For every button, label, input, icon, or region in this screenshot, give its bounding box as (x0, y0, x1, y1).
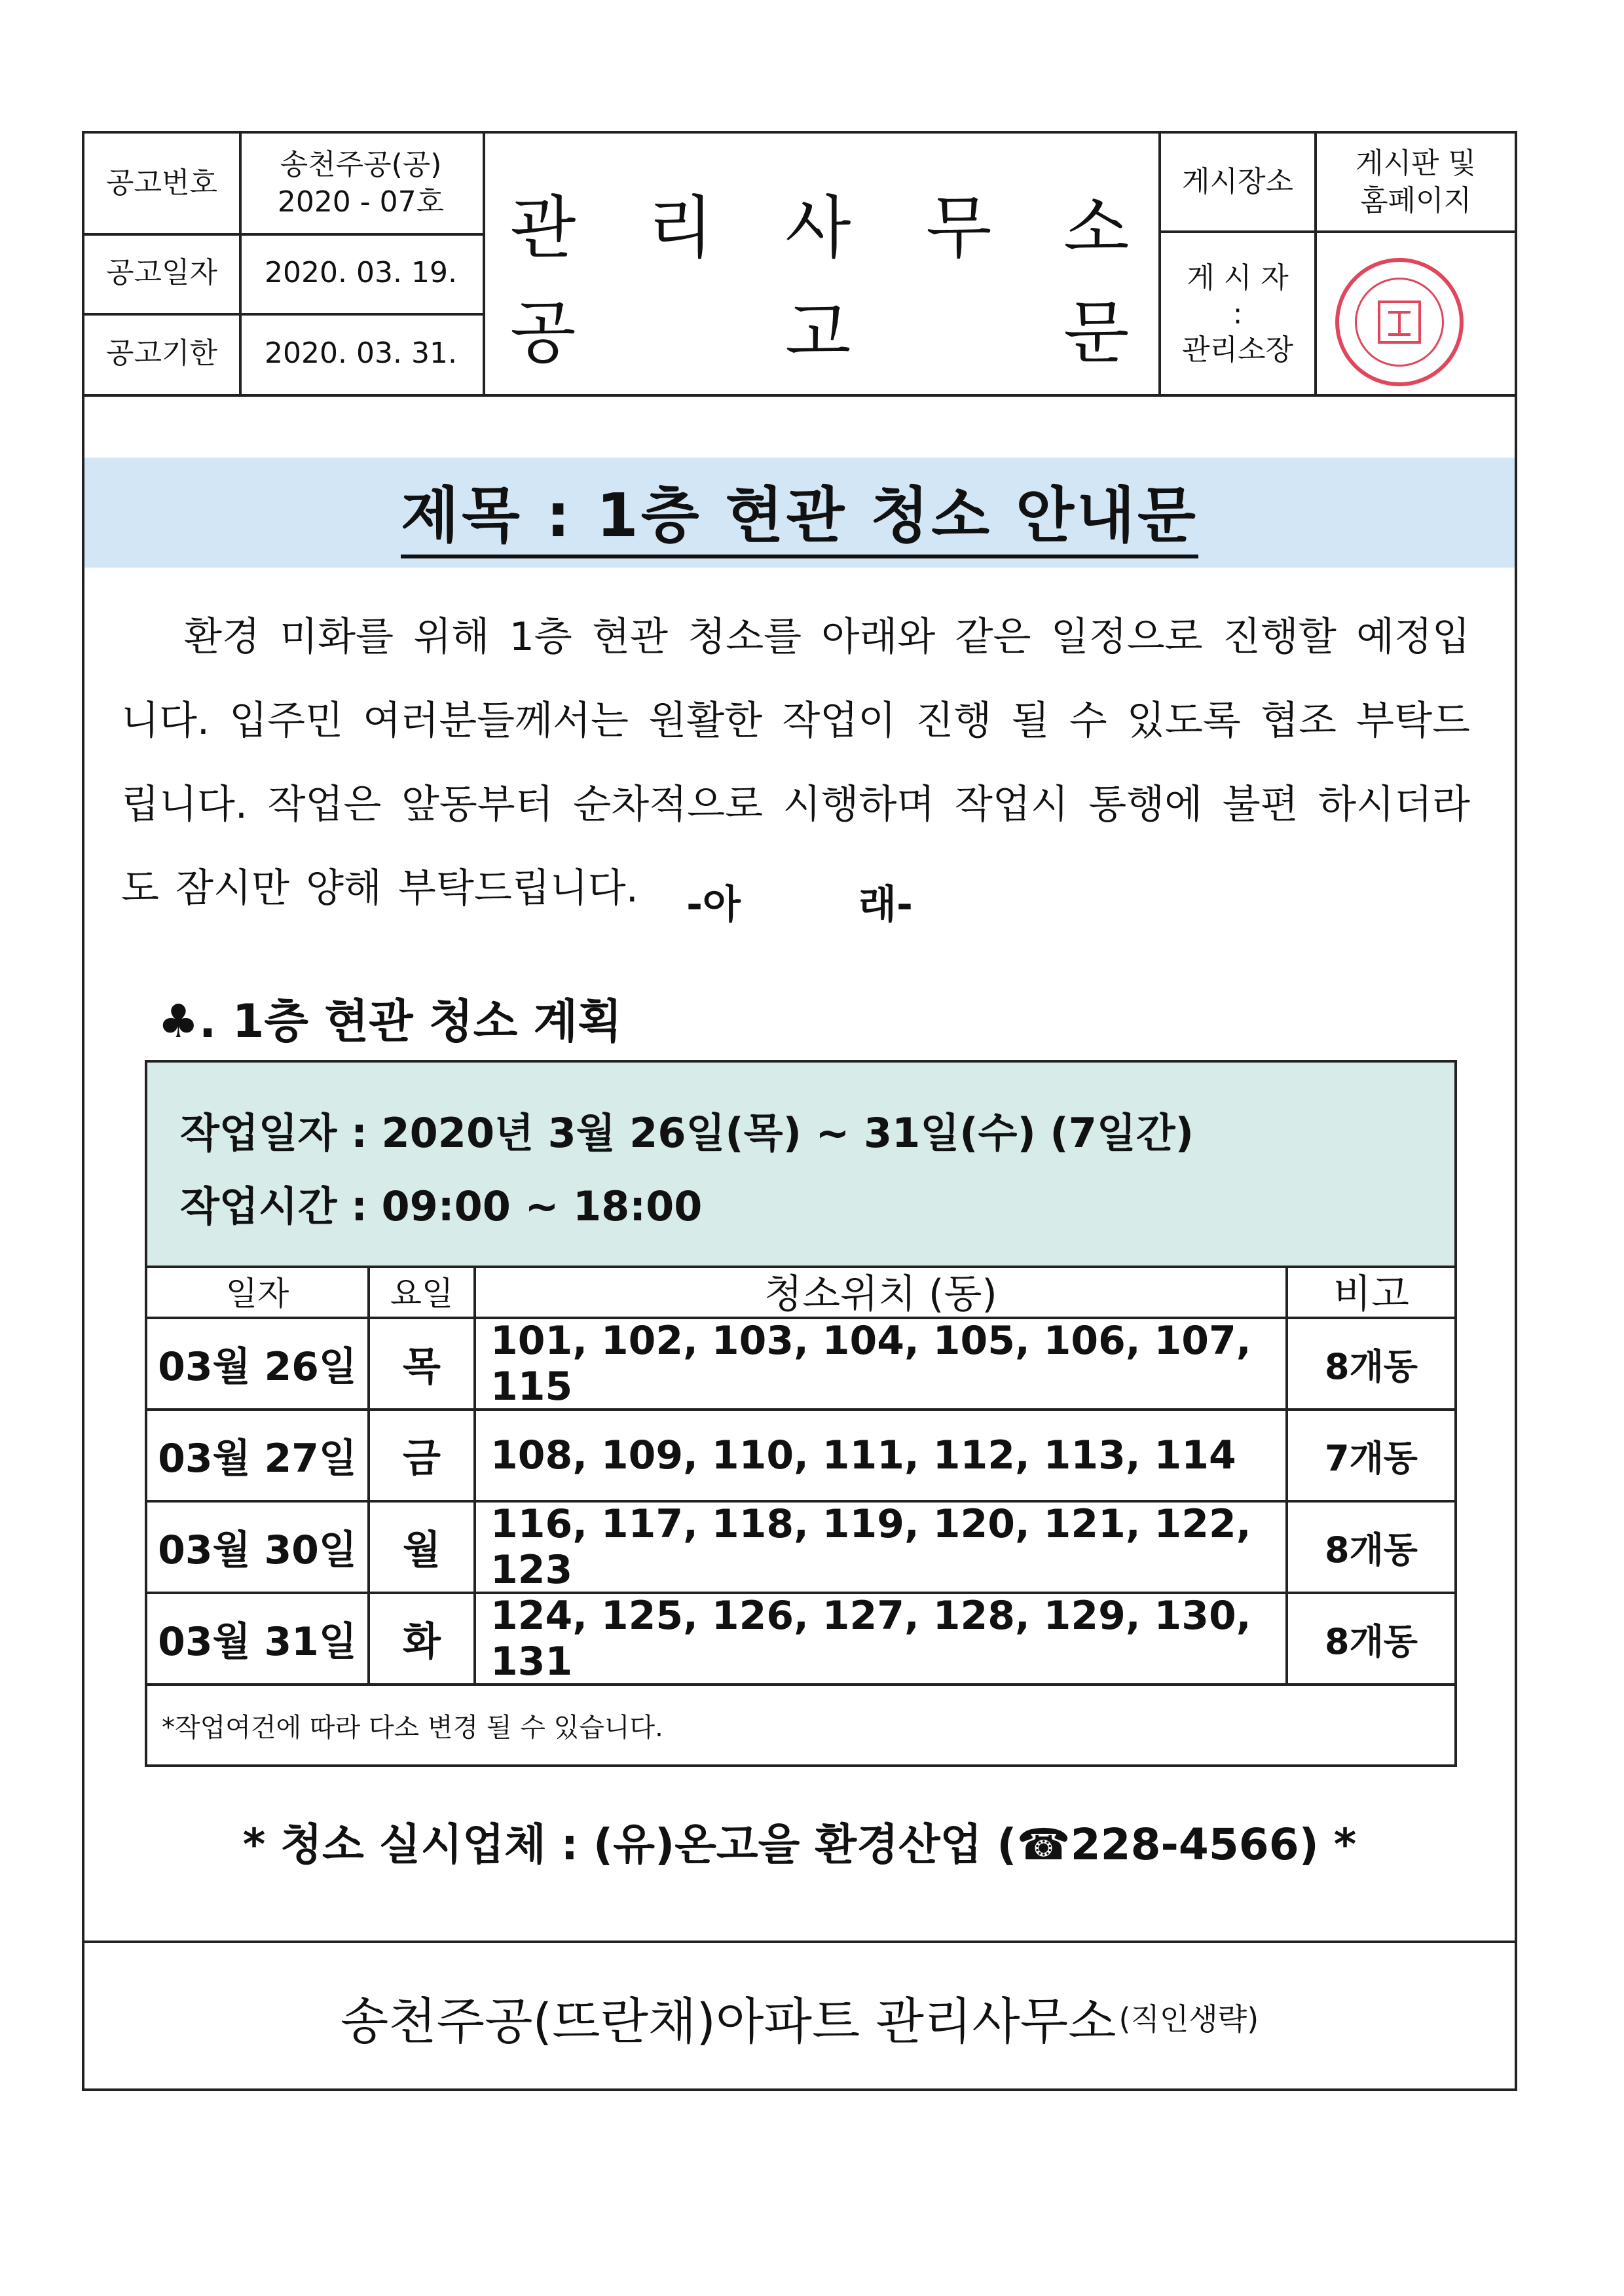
poster-label-line3: 관리소장 (1181, 333, 1293, 367)
contractor-line: * 청소 실시업체 : (유)온고을 환경산업 (☎228-4566) * (242, 1819, 1357, 1870)
table-row (147, 1594, 1454, 1686)
col-header-day: 요일 (367, 1266, 473, 1317)
poster-label-line2: : (1232, 297, 1243, 331)
notice-char: 고 (785, 293, 851, 373)
page-title-text: 제목 : 1층 현관 청소 안내문 (401, 481, 1198, 558)
post-place-label: 게시장소 (1181, 165, 1293, 199)
notice-period-value: 2020. 03. 31. (265, 337, 457, 371)
row-location: 108, 109, 110, 111, 112, 113, 114 (473, 1411, 1285, 1500)
row-date: 03월 30일 (158, 1527, 357, 1573)
post-place-value-line1: 게시판 및 (1355, 146, 1476, 180)
table-row (147, 1411, 1454, 1503)
notice-no-value-line1: 송천주공(공) (280, 147, 442, 181)
divider (84, 313, 485, 316)
table-row (147, 1319, 1454, 1411)
row-date: 03월 31일 (158, 1619, 357, 1665)
schedule-summary (147, 1063, 1454, 1268)
row-location: 124, 125, 126, 127, 128, 129, 130, 131 (473, 1594, 1285, 1683)
footer-office-name: 송천주공(뜨란채)아파트 관리사무소 (340, 1992, 1116, 2050)
col-header-location: 청소위치 (동) (473, 1266, 1285, 1317)
divider (483, 134, 485, 394)
row-note: 7개동 (1285, 1411, 1454, 1500)
page-title (84, 467, 1515, 554)
row-note: 8개동 (1285, 1503, 1454, 1592)
section-heading: ♣. 1층 현관 청소 계획 (158, 994, 622, 1048)
divider (84, 233, 485, 236)
post-place-value-line2: 홈페이지 (1359, 184, 1471, 217)
office-char: 소 (1063, 188, 1130, 268)
row-note: 8개동 (1285, 1594, 1454, 1683)
office-footer (84, 1941, 1515, 2091)
office-char: 사 (785, 188, 851, 268)
cleaning-schedule-table (145, 1060, 1457, 1767)
office-char: 관 (510, 188, 576, 268)
post-place-value (1317, 134, 1515, 230)
divider (239, 134, 242, 394)
body-text: 환경 미화를 위해 1층 현관 청소를 아래와 같은 일정으로 진행할 예정입니다. 입주민 여러분들께서는 원활한 작업이 진행 될 수 있도록 협조 부탁드립니다. 작업은 앞동부터 순차적으로 시행하며 작업시 통행에 불편 하시더라도 잠시만 양해 부탁드립니다. (121, 614, 1470, 911)
work-date: 작업일자 : 2020년 3월 26일(목) ~ 31일(수) (7일간) (180, 1109, 1194, 1157)
official-seal-stamp (1335, 258, 1464, 386)
row-day: 월 (367, 1503, 473, 1592)
row-date: 03월 27일 (158, 1436, 357, 1482)
table-row (147, 1503, 1454, 1594)
row-location: 116, 117, 118, 119, 120, 121, 122, 123 (473, 1503, 1285, 1592)
notice-sheet (82, 131, 1517, 2091)
row-day: 화 (367, 1594, 473, 1683)
col-header-note: 비고 (1285, 1266, 1454, 1317)
notice-no-value (239, 134, 483, 233)
row-day: 금 (367, 1411, 473, 1500)
seal-mark-icon (1370, 293, 1429, 352)
poster-label (1161, 233, 1314, 394)
below-heading (84, 873, 1515, 930)
table-footnote-row (147, 1686, 1454, 1764)
below-left: -아 (686, 882, 741, 928)
office-char: 리 (648, 188, 714, 268)
notice-no-label: 공고번호 (105, 166, 217, 200)
row-day: 목 (367, 1319, 473, 1408)
notice-char: 공 (510, 293, 576, 373)
notice-date-label: 공고일자 (105, 256, 217, 290)
notice-no-value-line2: 2020 - 07호 (277, 185, 445, 219)
notice-date-value: 2020. 03. 19. (265, 256, 457, 290)
work-time: 작업시간 : 09:00 ~ 18:00 (180, 1182, 703, 1230)
footer-seal-omitted: (직인생략) (1118, 2001, 1259, 2037)
seal-inner-ring (1355, 278, 1444, 367)
table-header-row (147, 1266, 1454, 1319)
row-location: 101, 102, 103, 104, 105, 106, 107, 115 (473, 1319, 1285, 1408)
notice-period-label: 공고기한 (105, 337, 217, 371)
col-header-date: 일자 (225, 1275, 289, 1313)
poster-label-line1: 게 시 자 (1187, 261, 1289, 295)
notice-char: 문 (1063, 293, 1130, 373)
row-date: 03월 26일 (158, 1344, 357, 1390)
below-right: 래- (858, 882, 913, 928)
office-char: 무 (926, 188, 992, 268)
row-note: 8개동 (1285, 1319, 1454, 1408)
notice-header (84, 134, 1515, 397)
table-footnote: *작업여건에 따라 다소 변경 될 수 있습니다. (162, 1712, 663, 1743)
